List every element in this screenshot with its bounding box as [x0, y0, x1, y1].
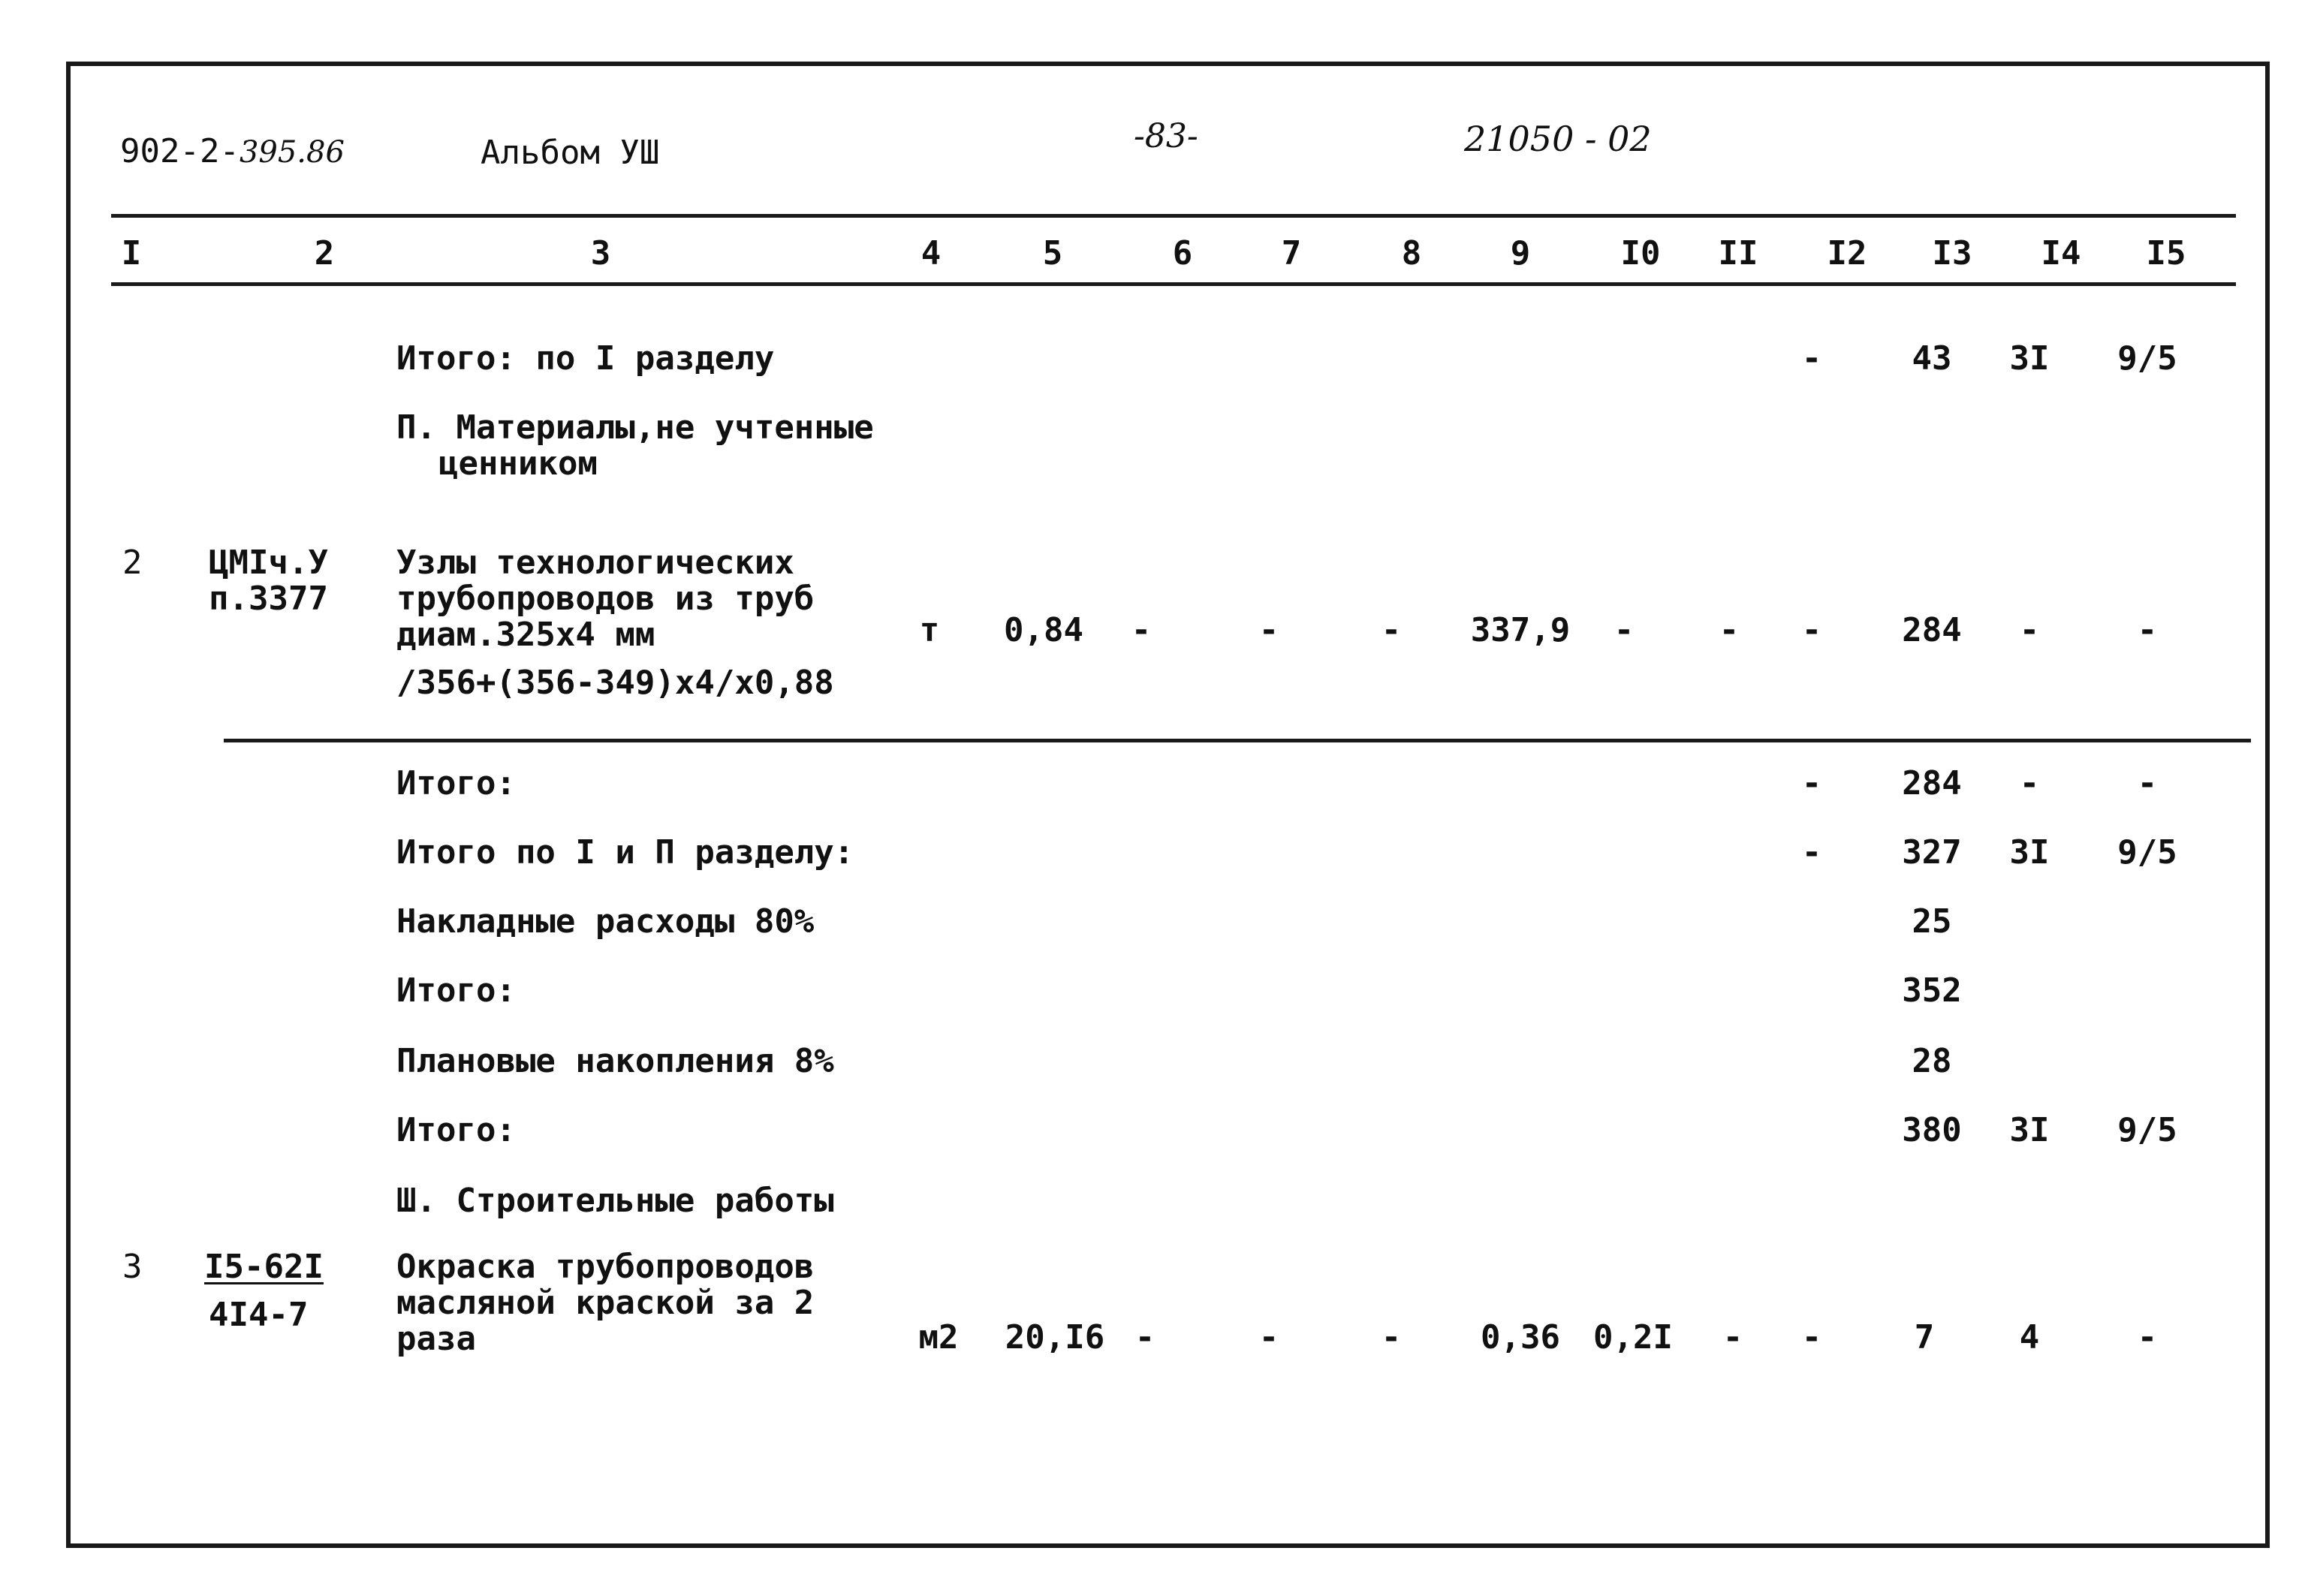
header-rule-top: [111, 214, 2236, 218]
section-divider: [224, 739, 2251, 742]
page-number: -83-: [1134, 117, 1198, 155]
section-heading: Ш. Строительные работы: [396, 1182, 834, 1220]
col-header-6: 6: [1172, 234, 1193, 273]
col-header-2: 2: [314, 234, 335, 273]
album-label: Альбом УШ: [481, 134, 660, 172]
col-header-3: 3: [590, 234, 611, 273]
col-header-14: I4: [2041, 234, 2081, 273]
col-header-12: I2: [1827, 234, 1867, 273]
col-header-11: II: [1718, 234, 1758, 273]
col-header-7: 7: [1281, 234, 1302, 273]
doc-number: 902-2-395.86: [120, 132, 345, 170]
col-header-8: 8: [1401, 234, 1422, 273]
col-header-15: I5: [2146, 234, 2186, 273]
col-header-5: 5: [1042, 234, 1063, 273]
col-header-13: I3: [1932, 234, 1972, 273]
col-header-9: 9: [1510, 234, 1531, 273]
section-heading-cont: ценником: [438, 444, 598, 483]
section-heading: П. Материалы,не учтенные: [396, 408, 874, 447]
header-rule-bottom: [111, 282, 2236, 286]
col-header-4: 4: [920, 234, 942, 273]
col-header-1: I: [121, 234, 142, 273]
sheet-code: 21050 - 02: [1464, 119, 1652, 159]
col-header-10: I0: [1620, 234, 1661, 273]
